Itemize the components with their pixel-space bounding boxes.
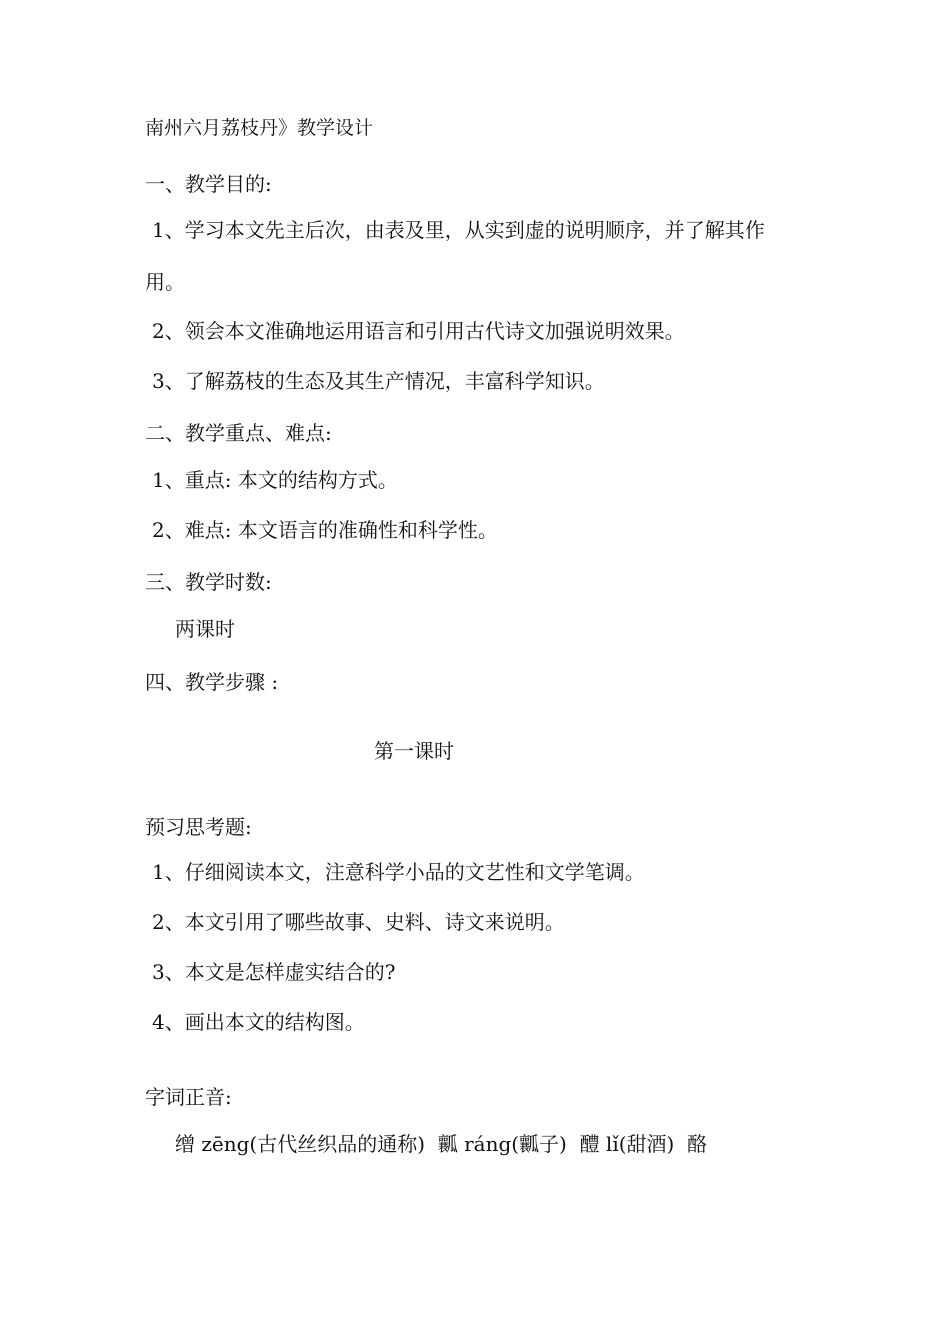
section-1-item-2: 2、领会本文准确地运用语言和引用古代诗文加强说明效果。: [152, 319, 685, 343]
lesson-title: 第一课时: [374, 739, 454, 763]
section-3-value: 两课时: [175, 617, 235, 641]
preview-item-1: 1、仔细阅读本文，注意科学小品的文艺性和文学笔调。: [152, 860, 645, 884]
section-1-item-3: 3、了解荔枝的生态及其生产情况，丰富科学知识。: [152, 369, 605, 393]
preview-item-4: 4、画出本文的结构图。: [152, 1010, 365, 1034]
vocab-line: 缯 zēng(古代丝织品的通称) 瓤 ráng(瓤子) 醴 lǐ(甜酒) 酪: [175, 1132, 708, 1156]
preview-heading: 预习思考题:: [145, 815, 252, 839]
preview-item-2: 2、本文引用了哪些故事、史料、诗文来说明。: [152, 910, 565, 934]
document-title: 南州六月荔枝丹》教学设计: [145, 117, 374, 139]
section-3-heading: 三、教学时数:: [145, 570, 272, 594]
section-2-heading: 二、教学重点、难点:: [145, 421, 332, 445]
section-1-item-1-line-1: 1、学习本文先主后次，由表及里，从实到虚的说明顺序，并了解其作: [152, 218, 765, 242]
section-2-item-1: 1、重点: 本文的结构方式。: [152, 468, 398, 492]
preview-item-3: 3、本文是怎样虚实结合的?: [152, 960, 396, 984]
section-1-heading: 一、教学目的:: [145, 172, 272, 196]
section-2-item-2: 2、难点: 本文语言的准确性和科学性。: [152, 518, 498, 542]
section-4-heading: 四、教学步骤 :: [145, 670, 279, 694]
section-1-item-1-line-2: 用。: [145, 270, 185, 294]
vocab-heading: 字词正音:: [145, 1085, 232, 1109]
